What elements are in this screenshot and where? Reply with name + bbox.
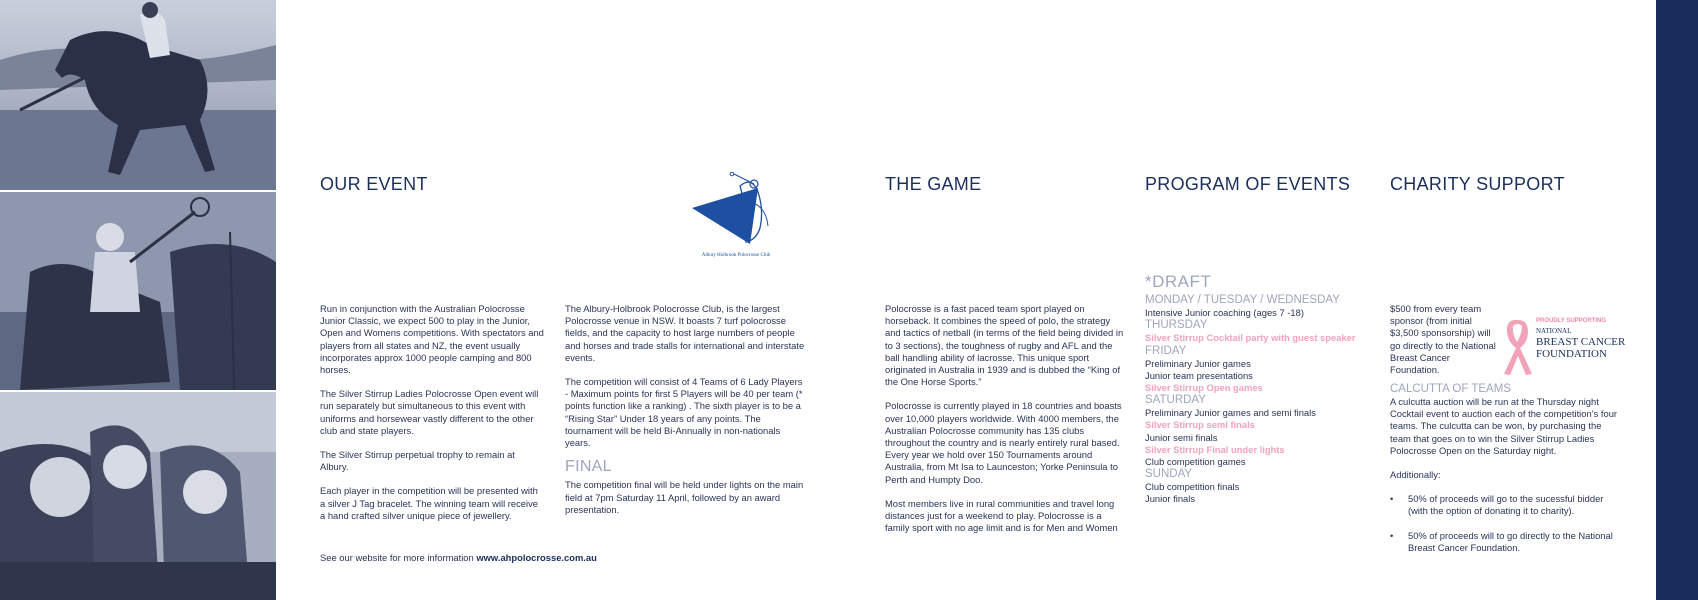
program-body [1145, 272, 1375, 506]
club-logo-text: Albury Holbrook Polocrosse Club [701, 253, 771, 258]
photo-strip [0, 0, 276, 600]
program-day-group [1145, 394, 1375, 468]
program-event-highlight: Silver Stirrup semi finals [1145, 419, 1255, 431]
charity-bullet-1: • 50% of proceeds will go to the sucessful bidder (with the option of donating it to charity). [1390, 493, 1622, 517]
program-event: Preliminary Junior games [1145, 357, 1251, 369]
our-event-col1 [320, 303, 545, 534]
program-day-group [1145, 345, 1375, 395]
our-event-col2 [565, 303, 808, 528]
competition-paragraph: The competition will consist of 4 Teams of 6 Lady Players - Maximum points for first 5 Players will be 40 per team (* points function like a ranking) . The sixth player is to be a “Rising Star” Under 18 years of any points. The tournament will be held Bi-Annually in non-nationals years. [565, 376, 803, 449]
our-event-para-4: Each player in the competition will be presented with a silver J Tag bracelet. The winning team will receive a hand crafted silver unique piece of jewellery. [320, 485, 538, 521]
program-day-group [1145, 468, 1375, 505]
charity-heading: CHARITY SUPPORT [1390, 174, 1565, 194]
final-paragraph: The competition final will be held under lights on the main field at 7pm Saturday 11 April, followed by an award presentation. [565, 479, 804, 515]
the-game-body [885, 303, 1125, 546]
polo-rider-photo [0, 0, 276, 190]
polocrosse-players-photo [0, 192, 276, 390]
program-event: Intensive Junior coaching (ages 7 -18) [1145, 307, 1304, 319]
breast-cancer-foundation-logo [1496, 312, 1634, 378]
program-event: Junior team presentations [1145, 369, 1253, 381]
program-day-label: MONDAY / TUESDAY / WEDNESDAY [1145, 294, 1340, 307]
program-day-group [1145, 319, 1375, 344]
website-link[interactable]: www.ahpolocrosse.com.au [476, 552, 597, 563]
draft-label: *DRAFT [1145, 272, 1212, 291]
club-logo [688, 172, 784, 258]
program-event-highlight: Silver Stirrup Open games [1145, 382, 1263, 394]
website-line [320, 552, 650, 564]
program-day-label: SATURDAY [1145, 394, 1206, 407]
bcf-line-1: PROUDLY SUPPORTING [1536, 318, 1607, 324]
program-day-label: FRIDAY [1145, 344, 1187, 357]
program-day-label: THURSDAY [1145, 319, 1208, 332]
game-para-2: Polocrosse is currently played in 18 countries and boasts over 10,000 players worldwide. With 4000 members, the Australian Polocrosse community has 135 clubs throughout the country and is nearly entirely rural based. Every year we hold over 150 Tournaments around Australia, from Mt Isa to Launceston; Yorke Peninsula to Perth and Humpty Doo. [885, 400, 1122, 485]
program-event-highlight: Silver Stirrup Cocktail party with guest speaker [1145, 332, 1356, 344]
charity-bullet-2: • 50% of proceeds will to go directly to the National Breast Cancer Foundation. [1390, 530, 1622, 554]
website-prefix: See our website for more information [320, 552, 477, 563]
program-heading: PROGRAM OF EVENTS [1145, 174, 1351, 194]
the-game-heading: THE GAME [885, 174, 982, 194]
right-navy-bar [1656, 0, 1698, 600]
bcf-line-3: BREAST CANCER [1536, 336, 1626, 348]
additionally-label: Additionally: [1390, 469, 1441, 481]
venue-paragraph: The Albury-Holbrook Polocrosse Club, is the largest Polocrosse venue in NSW. It boasts 7 turf polocrosse fields, and the capacity to host large numbers of people and horses and trade stalls for international and interstate events. [565, 303, 805, 363]
program-day-label: SUNDAY [1145, 468, 1193, 481]
our-event-para-3: The Silver Stirrup perpetual trophy to remain at Albury. [320, 449, 515, 473]
calcutta-paragraph: A culcutta auction will be run at the Thursday night Cocktail event to auction each of the competition’s four teams. The culcutta can be won, by purchasing the team that goes on to win the Silver Stirrup Ladies Polocrosse Open on the Saturday night. [1390, 396, 1618, 456]
bcf-line-2: NATIONAL [1536, 327, 1572, 335]
bcf-line-4: FOUNDATION [1536, 348, 1607, 360]
women-players-photo [0, 392, 276, 600]
our-event-para-1: Run in conjunction with the Australian Polocrosse Junior Classic, we expect 500 to play in the Junior, Open and Womens competitions. With spectators and players from all states and NZ, the event usually incorporates approx 1000 people camping and 800 horses. [320, 303, 544, 376]
our-event-para-2: The Silver Stirrup Ladies Polocrosse Open event will run separately but simultaneous to this event with uniforms and horsewear vastly different to the other club and state players. [320, 388, 539, 436]
program-event: Club competition finals [1145, 481, 1240, 493]
our-event-heading: OUR EVENT [320, 174, 428, 194]
charity-intro: $500 from every team sponsor (from initial $3,500 sponsorship) will go directly to the National Breast Cancer Foundation. [1390, 303, 1496, 376]
program-event: Club competition games [1145, 456, 1246, 468]
program-event: Preliminary Junior games and semi finals [1145, 407, 1316, 419]
program-event-highlight: Silver Stirrup Final under lights [1145, 443, 1285, 455]
program-event: Junior semi finals [1145, 431, 1218, 443]
program-day-group [1145, 294, 1375, 319]
calcutta-section [1390, 383, 1622, 566]
game-para-1: Polocrosse is a fast paced team sport played on horseback. It combines the speed of polo, the strategy and tactics of netball (in terms of the field being divided in to 3 sections), the toughness of rugby and AFL and the ball handling ability of lacrosse. This unique sport originated in Australia in 1939 and is dubbed the “King of the One Horse Sports.” [885, 303, 1124, 388]
program-event: Junior finals [1145, 493, 1196, 505]
final-heading: FINAL [565, 458, 612, 476]
game-para-3: Most members live in rural communities and travel long distances just for a weekend to play. Polocrosse is a family sport with no age limit and is for Men and Women [885, 497, 1118, 534]
charity-bullets [1390, 493, 1622, 554]
program-days [1145, 294, 1375, 505]
calcutta-heading: CALCUTTA OF TEAMS [1390, 383, 1511, 395]
